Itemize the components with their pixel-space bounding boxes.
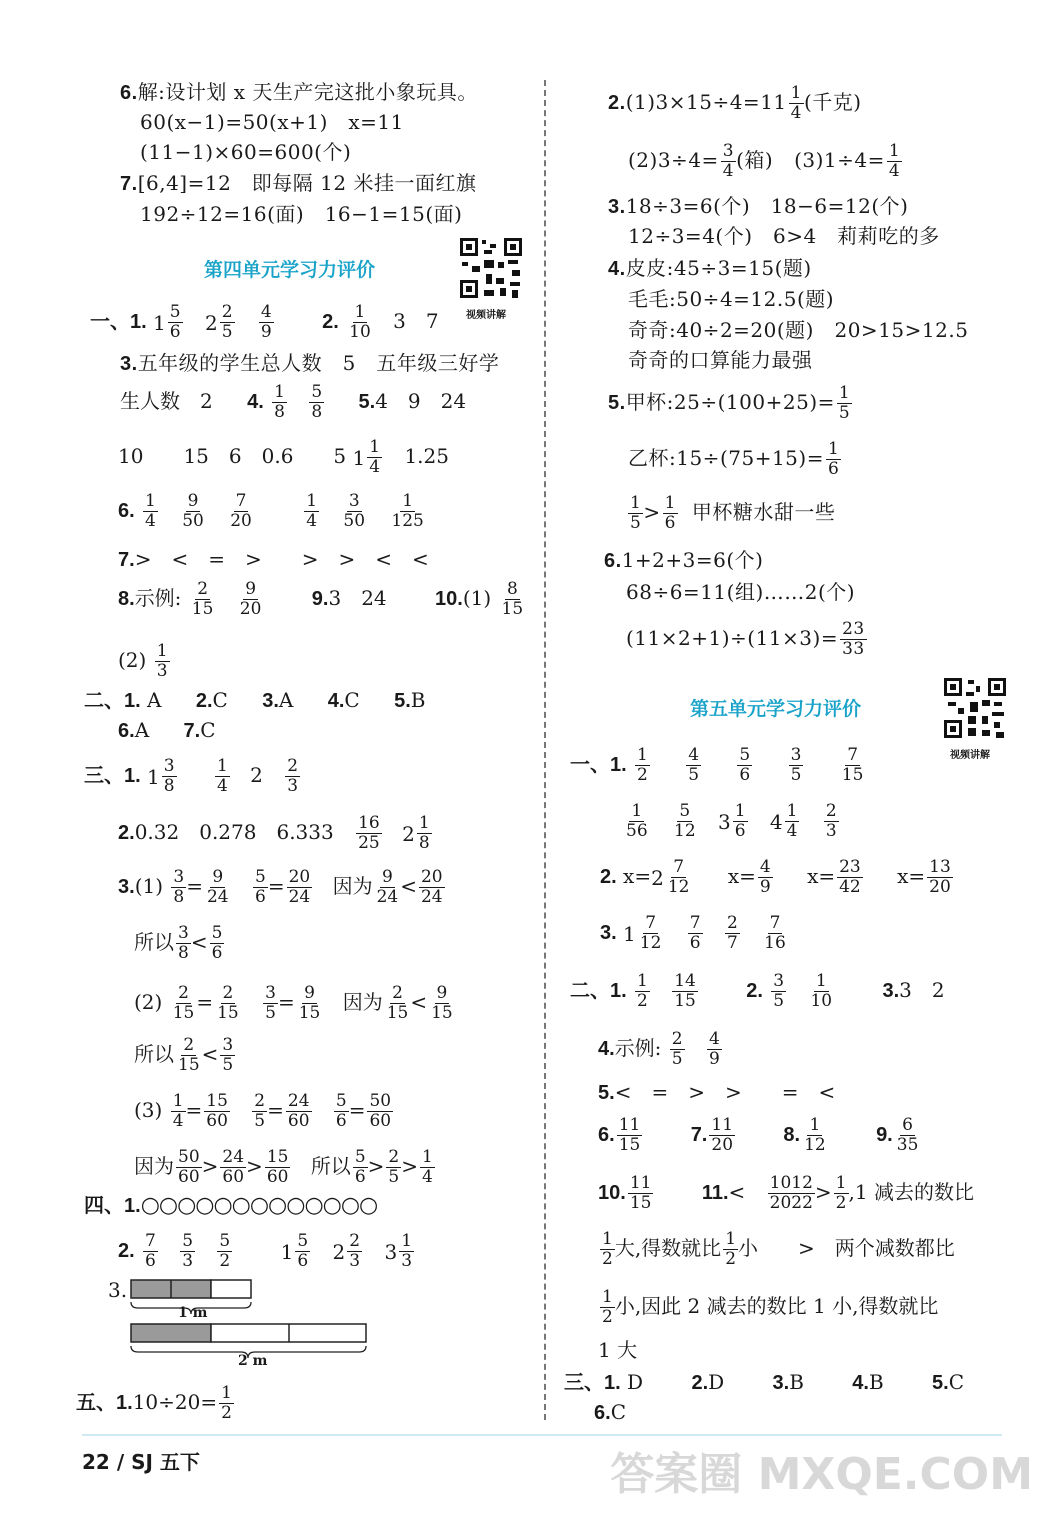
r-s2-q6-q9: 6. $\frac{11}{15}$ 7. $\frac{11}{20}$ 8. $\frac{1}{12}$ 9. $\frac{6}{35}$ <box>598 1115 919 1155</box>
watermark-logo: 答案圈 MXQE.COM <box>610 1449 1033 1500</box>
fraction: $\frac{2}{3}$ <box>287 756 299 796</box>
q7-answer: 7.[6,4]=12 即每隔 12 米挂一面红旗 <box>120 171 477 195</box>
fraction: $\frac{1}{8}$ <box>274 382 285 422</box>
s3-q3-part3: (3) $\frac{1}{4}$ = $\frac{15}{60}$ $\frac{2}{5}$ = $\frac{24}{60}$ $\frac{5}{6}$ = $\frac{50}{60}$ <box>134 1091 392 1131</box>
r-s2-q11-line2: $\frac{1}{2}$ 大,得数就比 $\frac{1}{2}$ 小 > 两个减数都比 <box>602 1229 955 1269</box>
r-q5-c: $\frac{1}{5}$ > $\frac{1}{6}$ 甲杯糖水甜一些 <box>630 493 836 533</box>
r-q2-b: (2)3÷4= $\frac{3}{4}$ (箱) (3)1÷4= $\frac{1}{4}$ <box>628 141 901 181</box>
circle-row: ○○○○○○○○○○○○○ <box>140 1193 378 1218</box>
fraction: $\frac{9}{50}$ <box>182 491 204 531</box>
r-q6-b: 68÷6=11(组)……2(个) <box>626 580 856 604</box>
r-s1-row1: 一、1. $\frac{1}{2}$ $\frac{4}{5}$ $\frac{5}{6}$ $\frac{3}{5}$ $\frac{7}{15}$ <box>570 745 864 785</box>
page-footer <box>82 1446 200 1475</box>
s1-q10-part2: (2) $\frac{1}{3}$ <box>118 641 168 681</box>
r-q4-c: 奇奇:40÷2=20(题) 20>15>12.5 <box>628 318 969 342</box>
r-s2-q5: 5.< = > > = < <box>598 1080 836 1104</box>
mixed-number: 1 3 8 <box>147 756 175 796</box>
fraction: $\frac{7}{20}$ <box>230 491 252 531</box>
r-s1-q3: 3. 1 7 12 $\frac{7}{6}$ $\frac{2}{7}$ $\frac{7}{16}$ <box>600 913 786 953</box>
fraction: $\frac{3}{50}$ <box>343 491 366 531</box>
qr-caption: 视频讲解 <box>466 310 506 321</box>
s2-line1: 二、1. A 2.C 3.A 4.C 5.B <box>84 688 426 712</box>
q6-equation-1: 60(x−1)=50(x+1) x=11 <box>140 110 404 134</box>
bar2-label: 2 m <box>238 1353 268 1369</box>
s5-q1: 五、1.10÷20= $\frac{1}{2}$ <box>76 1383 232 1423</box>
r-s2-q1-q3: 二、1. $\frac{1}{2}$ $\frac{14}{15}$ 2. $\frac{3}{5}$ $\frac{1}{10}$ 3.3 2 <box>570 971 945 1011</box>
fraction: $\frac{16}{25}$ <box>358 813 380 853</box>
s3-q3-part1: 3.(1) $\frac{3}{8}$ = $\frac{9}{24}$ $\frac{5}{6}$ = $\frac{20}{24}$ 因为 $\frac{9}{24}$ < $\frac{20}{24}$ <box>118 867 443 907</box>
book-label: SJ 五下 <box>131 1450 200 1474</box>
fraction: $\frac{1}{4}$ <box>306 491 318 531</box>
s3-q2: 2.0.32 0.278 6.333 $\frac{16}{25}$ 2 1 8 <box>118 814 434 853</box>
s3-q3-compare: 因为 $\frac{50}{60}$ > $\frac{24}{60}$ > $\frac{15}{60}$ 所以 $\frac{5}{6}$ > $\frac{2}{5}$ > $\frac{1}{4}$ <box>134 1147 433 1187</box>
r-s1-row2: $\frac{1}{56}$ $\frac{5}{12}$ 3 1 6 4 1 4 $\frac{2}{3}$ <box>626 801 837 841</box>
s1-line1: 一、1. 1 5 6 2 2 5 $\frac{4}{9}$ 2. $\frac{1}{10}$ 3 7 <box>90 302 439 342</box>
footer-separator: / <box>116 1450 125 1474</box>
s3-q3-so1: 所以 $\frac{3}{8}$ < $\frac{5}{6}$ <box>134 923 223 963</box>
s4-q2: 2. $\frac{7}{6}$ $\frac{5}{3}$ $\frac{5}{2}$ 1 5 6 2 2 3 3 1 3 <box>118 1231 413 1271</box>
s1-q3-q5: 生人数 2 4. $\frac{1}{8}$ $\frac{5}{8}$ 5.4 9 24 <box>120 382 467 422</box>
r-s1-q2: 2. x= 2 7 12 x= $\frac{4}{9}$ x= $\frac{23}{42}$ x= $\frac{13}{20}$ <box>600 857 951 897</box>
footer-rule <box>82 1434 1002 1436</box>
r-s2-q4: 4.示例: $\frac{2}{5}$ $\frac{4}{9}$ <box>598 1029 720 1069</box>
qr-code-icon <box>942 676 1008 740</box>
r-q4-d: 奇奇的口算能力最强 <box>628 348 813 372</box>
r-s3-line2: 6.C <box>594 1400 626 1424</box>
page-number: 22 <box>82 1450 110 1474</box>
s3-q1: 三、1. 1 3 8 $\frac{1}{4}$ 2 $\frac{2}{3}$ <box>84 756 299 796</box>
mixed-number: 1 5 6 <box>153 302 181 342</box>
s1-q8-q10: 8.示例: $\frac{2}{15}$ $\frac{9}{20}$ 9.3 24 10.(1) $\frac{8}{15}$ <box>118 579 524 619</box>
r-s2-q10-q11: 10. $\frac{11}{15}$ 11.< $\frac{1012}{2022}$ > $\frac{1}{2}$ ,1 减去的数比 <box>598 1173 974 1213</box>
s4-q3-num: 3. <box>108 1278 128 1302</box>
mixed-number: 1 1 4 <box>352 437 381 477</box>
r-q2: 2.(1)3×15÷4=11 $\frac{1}{4}$ (千克) <box>608 83 862 123</box>
s1-q6: 6. $\frac{1}{4}$ $\frac{9}{50}$ $\frac{7}{20}$ $\frac{1}{4}$ $\frac{3}{50}$ $\frac{1}{125}$ <box>118 491 424 531</box>
r-q5: 5.甲杯:25÷(100+25)= $\frac{1}{5}$ <box>608 383 851 423</box>
q6-answer: 6.解:设计划 x 天生产完这批小象玩具。 <box>120 80 478 104</box>
s1-q5-line2: 10 15 6 0.6 5 1 1 4 1.25 <box>118 437 449 477</box>
s3-q3-so2: 所以 $\frac{2}{15}$ < $\frac{3}{5}$ <box>134 1035 234 1075</box>
s3-q3-part2: (2) $\frac{2}{15}$ = $\frac{2}{15}$ $\frac{3}{5}$ = $\frac{9}{15}$ 因为 $\frac{2}{15}$ < $\frac{9}{15}$ <box>134 983 453 1023</box>
mixed-number: 2 2 5 <box>204 302 233 342</box>
mixed-number: 2 1 8 <box>402 813 430 853</box>
r-q3-b: 12÷3=4(个) 6>4 莉莉吃的多 <box>628 224 940 248</box>
fraction: $\frac{1}{10}$ <box>349 302 371 342</box>
s2-line2: 6.A 7.C <box>118 718 216 742</box>
fraction: $\frac{8}{15}$ <box>501 579 524 619</box>
unit4-title: 第四单元学习力评价 <box>204 259 376 281</box>
r-q6-c: (11×2+1)÷(11×3)= $\frac{23}{33}$ <box>626 619 865 659</box>
qr-caption: 视频讲解 <box>950 750 990 761</box>
fraction: $\frac{5}{8}$ <box>311 382 323 422</box>
r-q4: 4.皮皮:45÷3=15(题) <box>608 256 812 280</box>
r-q6: 6.1+2+3=6(个) <box>604 548 764 572</box>
r-q4-b: 毛毛:50÷4=12.5(题) <box>628 287 835 311</box>
s4-q1: 四、1.○○○○○○○○○○○○○ <box>84 1193 378 1218</box>
fraction: $\frac{1}{4}$ <box>145 491 156 531</box>
r-s3-line1: 三、1. D 2.D 3.B 4.B 5.C <box>564 1370 965 1394</box>
qr-code-icon <box>458 236 524 300</box>
s1-q7: 7.> < = > > > < < <box>118 547 429 571</box>
fraction: $\frac{1}{4}$ <box>216 756 228 796</box>
q7-equation: 192÷12=16(面) 16−1=15(面) <box>140 202 463 226</box>
bar1-label: 1 m <box>178 1305 208 1321</box>
column-divider <box>544 80 546 1420</box>
fraction: $\frac{2}{15}$ <box>191 579 214 619</box>
fraction: $\frac{1}{125}$ <box>391 491 424 531</box>
fraction: $\frac{9}{20}$ <box>239 579 262 619</box>
fraction: $\frac{4}{9}$ <box>260 302 272 342</box>
r-s2-q11-line3: $\frac{1}{2}$ 小,因此 2 减去的数比 1 小,得数就比 <box>602 1287 939 1327</box>
r-q5-b: 乙杯:15÷(75+15)= $\frac{1}{6}$ <box>628 439 840 479</box>
r-s2-q11-line4: 1 大 <box>598 1338 638 1362</box>
r-q3: 3.18÷3=6(个) 18−6=12(个) <box>608 194 909 218</box>
s1-q3: 3.五年级的学生总人数 5 五年级三好学 <box>120 351 500 375</box>
fraction: $\frac{1}{3}$ <box>156 641 168 681</box>
unit5-title: 第五单元学习力评价 <box>690 698 862 720</box>
q6-equation-2: (11−1)×60=600(个) <box>140 140 352 164</box>
